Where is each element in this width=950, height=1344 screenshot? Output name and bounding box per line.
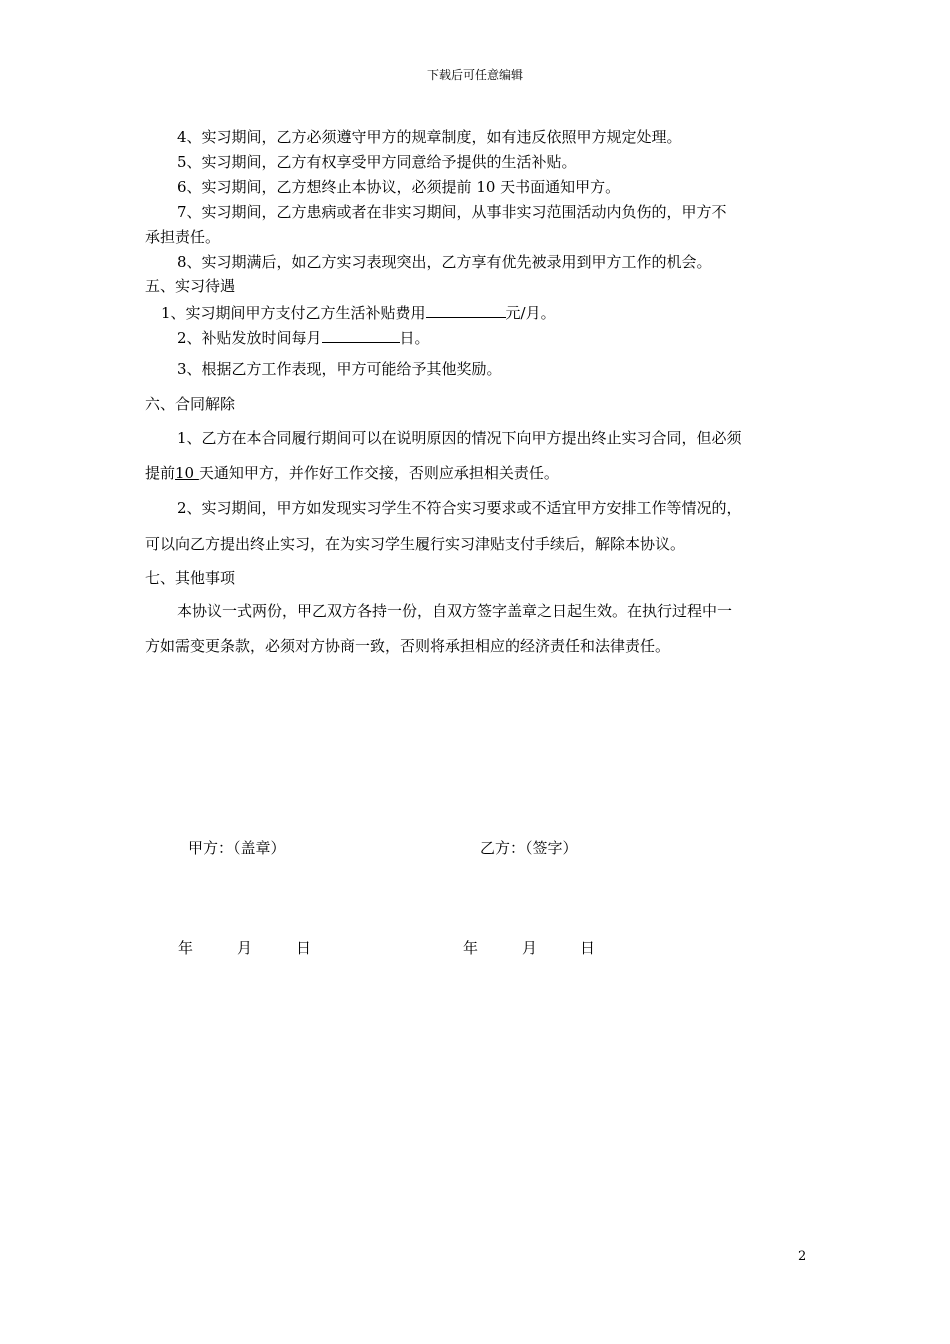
section5-item1-text: 1、实习期间甲方支付乙方生活补贴费用 <box>161 304 426 322</box>
party-a-month: 月 <box>237 939 253 957</box>
party-a-date <box>178 937 378 957</box>
notice-post: 天通知甲方，并作好工作交接，否则应承担相关责任。 <box>198 464 559 482</box>
notice-days: 10 <box>175 464 199 482</box>
party-b-sign: 乙方：（签字） <box>480 839 578 857</box>
party-b-day: 日 <box>580 939 596 957</box>
section5-item2 <box>177 326 430 348</box>
clause-7-line1: 7、实习期间，乙方患病或者在非实习期间，从事非实习范围活动内负伤的，甲方不 <box>177 203 727 221</box>
section6-title: 六、合同解除 <box>145 395 236 413</box>
section5-item1 <box>161 301 556 323</box>
section6-item2-line1: 2、实习期间，甲方如发现实习学生不符合实习要求或不适宜甲方安排工作等情况的， <box>177 499 742 517</box>
clause-6: 6、实习期间，乙方想终止本协议，必须提前 10 天书面通知甲方。 <box>177 178 621 196</box>
party-a-day: 日 <box>296 939 312 957</box>
section5-item2-text: 2、补贴发放时间每月 <box>177 329 322 347</box>
page-header: 下载后可任意编辑 <box>426 68 523 82</box>
party-a-seal: 甲方：（盖章） <box>188 839 286 857</box>
clause-4: 4、实习期间，乙方必须遵守甲方的规章制度，如有违反依照甲方规定处理。 <box>177 128 682 146</box>
section5-title: 五、实习待遇 <box>145 277 236 295</box>
section5-item3: 3、根据乙方工作表现，甲方可能给予其他奖励。 <box>177 360 502 378</box>
section6-item1-line1: 1、乙方在本合同履行期间可以在说明原因的情况下向甲方提出终止实习合同，但必须 <box>177 429 742 447</box>
party-b-month: 月 <box>522 939 538 957</box>
section7-para-line2: 方如需变更条款，必须对方协商一致，否则将承担相应的经济责任和法律责任。 <box>145 637 671 655</box>
section7-para-line1: 本协议一式两份，甲乙双方各持一份，自双方签字盖章之日起生效。在执行过程中一 <box>177 602 733 620</box>
party-a-year: 年 <box>178 939 194 957</box>
section5-item1-unit: 元/月。 <box>505 304 556 322</box>
section5-item2-unit: 日。 <box>399 329 430 347</box>
section6-item2-line2: 可以向乙方提出终止实习，在为实习学生履行实习津贴支付手续后，解除本协议。 <box>145 535 686 553</box>
section7-title: 七、其他事项 <box>145 569 236 587</box>
pay-day-blank <box>322 326 400 343</box>
section6-item1-line2 <box>145 463 559 483</box>
notice-pre: 提前 <box>145 464 176 482</box>
clause-5: 5、实习期间，乙方有权享受甲方同意给予提供的生活补贴。 <box>177 153 577 171</box>
party-b-year: 年 <box>463 939 479 957</box>
party-b-date <box>463 937 663 957</box>
subsidy-amount-blank <box>426 301 506 318</box>
clause-7-line2: 承担责任。 <box>145 228 221 246</box>
page-number: 2 <box>798 1249 807 1264</box>
clause-8: 8、实习期满后，如乙方实习表现突出，乙方享有优先被录用到甲方工作的机会。 <box>177 253 712 271</box>
